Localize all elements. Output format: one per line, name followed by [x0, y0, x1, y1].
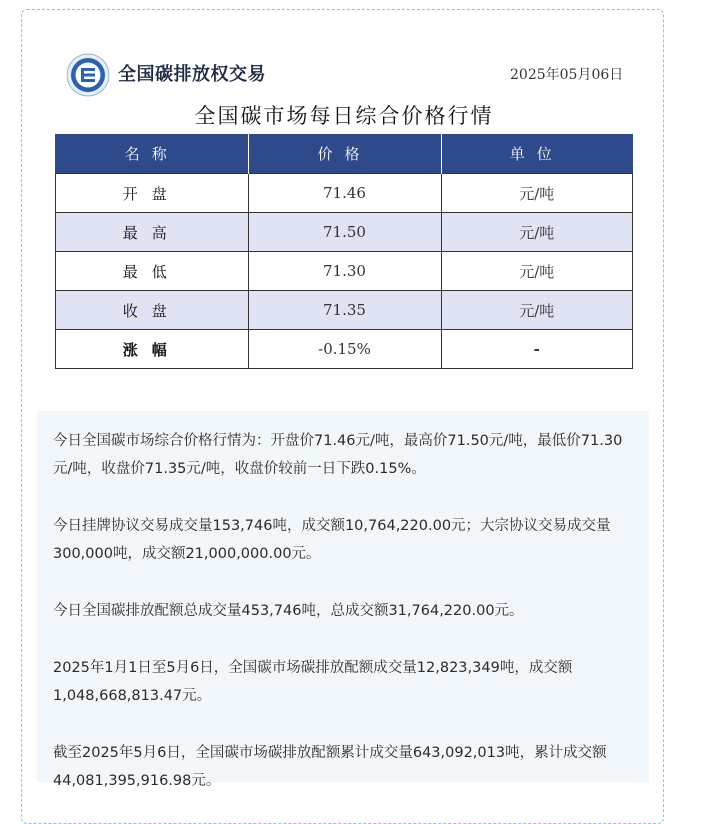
summary-paragraph: 今日挂牌协议交易成交量153,746吨，成交额10,764,220.00元；大宗协议交易成交量300,000吨，成交额21,000,000.00元。 — [53, 518, 611, 562]
report-title: 全国碳市场每日综合价格行情 — [194, 104, 494, 128]
row-unit: 元/吨 — [441, 252, 633, 291]
column-header-price: 价格 — [248, 134, 441, 174]
table-row — [56, 330, 633, 369]
carbon-exchange-logo-icon — [66, 53, 110, 97]
table-row — [56, 252, 633, 291]
row-name: 涨幅 — [56, 330, 249, 369]
row-name: 最低 — [56, 252, 249, 291]
row-unit: 元/吨 — [441, 174, 633, 213]
table-row — [56, 291, 633, 330]
table-row — [56, 213, 633, 252]
table-header-row — [56, 134, 633, 174]
table-row — [56, 174, 633, 213]
report-date: 2025年05月06日 — [510, 67, 624, 83]
row-name: 开盘 — [56, 174, 249, 213]
market-summary — [37, 411, 649, 789]
row-unit: - — [441, 330, 633, 369]
row-unit: 元/吨 — [441, 291, 633, 330]
summary-paragraph: 截至2025年5月6日，全国碳市场碳排放配额累计成交量643,092,013吨，累计成交额44,081,395,916.98元。 — [53, 745, 607, 789]
row-name: 收盘 — [56, 291, 249, 330]
org-name: 全国碳排放权交易 — [118, 64, 266, 85]
price-table — [55, 134, 633, 369]
summary-paragraph: 今日全国碳排放配额总成交量453,746吨，总成交额31,764,220.00元。 — [53, 603, 524, 619]
row-name: 最高 — [56, 213, 249, 252]
row-price: 71.50 — [248, 213, 441, 252]
row-price: 71.35 — [248, 291, 441, 330]
summary-paragraph: 今日全国碳市场综合价格行情为：开盘价71.46元/吨，最高价71.50元/吨，最低价71.30元/吨，收盘价71.35元/吨，收盘价较前一日下跌0.15%。 — [53, 433, 623, 477]
row-unit: 元/吨 — [441, 213, 633, 252]
summary-paragraph: 2025年1月1日至5月6日，全国碳市场碳排放配额成交量12,823,349吨，成交额1,048,668,813.47元。 — [53, 660, 573, 704]
row-price: 71.30 — [248, 252, 441, 291]
row-price: -0.15% — [248, 330, 441, 369]
column-header-name: 名称 — [56, 134, 249, 174]
column-header-unit: 单位 — [441, 134, 633, 174]
row-price: 71.46 — [248, 174, 441, 213]
